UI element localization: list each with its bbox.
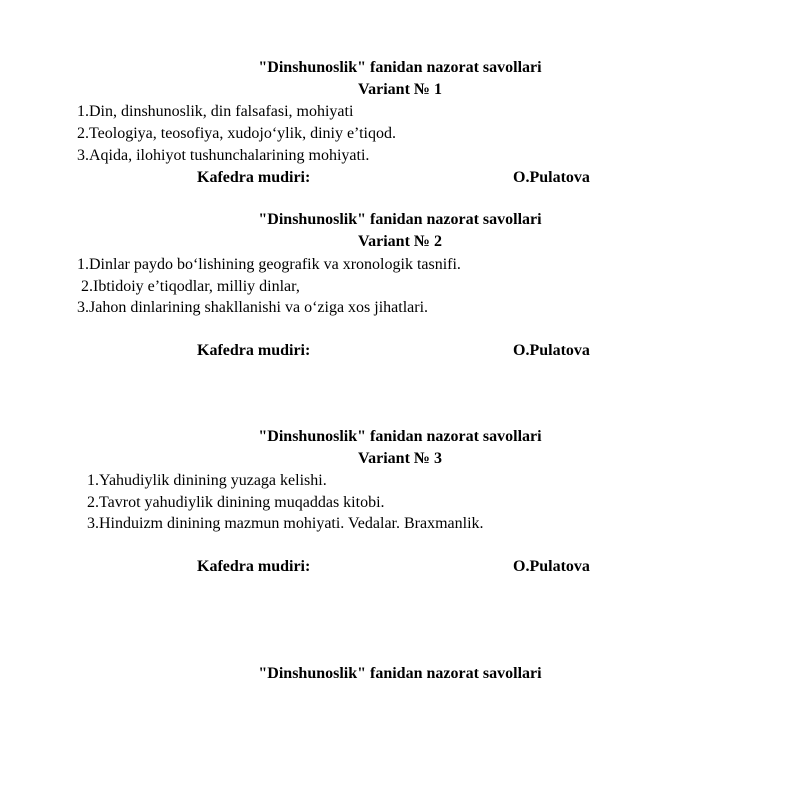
variant-3-signature-name: O.Pulatova — [513, 558, 590, 575]
variant-2-question-3: 3.Jahon dinlarining shakllanishi va o‘ziga xos jihatlari. — [77, 299, 429, 316]
variant-1-question-1: 1.Din, dinshunoslik, din falsafasi, mohiyati — [77, 103, 354, 120]
variant-2-title: "Dinshunoslik" fanidan nazorat savollari — [258, 211, 542, 228]
variant-1-signature-name: O.Pulatova — [513, 169, 590, 186]
variant-3-signature-label: Kafedra mudiri: — [197, 558, 311, 575]
variant-1-label: Variant № 1 — [358, 81, 442, 98]
variant-1-signature-label: Kafedra mudiri: — [197, 169, 311, 186]
variant-2-question-1: 1.Dinlar paydo bo‘lishining geografik va xronologik tasnifi. — [77, 256, 461, 273]
variant-2-label: Variant № 2 — [358, 233, 442, 250]
variant-2-question-2: 2.Ibtidoiy e’tiqodlar, milliy dinlar, — [77, 278, 300, 295]
variant-2-signature-name: O.Pulatova — [513, 342, 590, 359]
variant-2-signature-label: Kafedra mudiri: — [197, 342, 311, 359]
variant-1-title: "Dinshunoslik" fanidan nazorat savollari — [258, 59, 542, 76]
variant-4-title: "Dinshunoslik" fanidan nazorat savollari — [258, 665, 542, 682]
variant-1-question-2: 2.Teologiya, teosofiya, xudojo‘ylik, diniy e’tiqod. — [77, 125, 396, 142]
variant-1-question-3: 3.Aqida, ilohiyot tushunchalarining mohiyati. — [77, 147, 370, 164]
variant-3-label: Variant № 3 — [358, 450, 442, 467]
variant-3-question-1: 1.Yahudiylik dinining yuzaga kelishi. — [87, 472, 327, 489]
variant-3-question-3: 3.Hinduizm dinining mazmun mohiyati. Vedalar. Braxmanlik. — [87, 515, 484, 532]
variant-3-title: "Dinshunoslik" fanidan nazorat savollari — [258, 428, 542, 445]
variant-3-question-2: 2.Tavrot yahudiylik dinining muqaddas kitobi. — [87, 494, 385, 511]
